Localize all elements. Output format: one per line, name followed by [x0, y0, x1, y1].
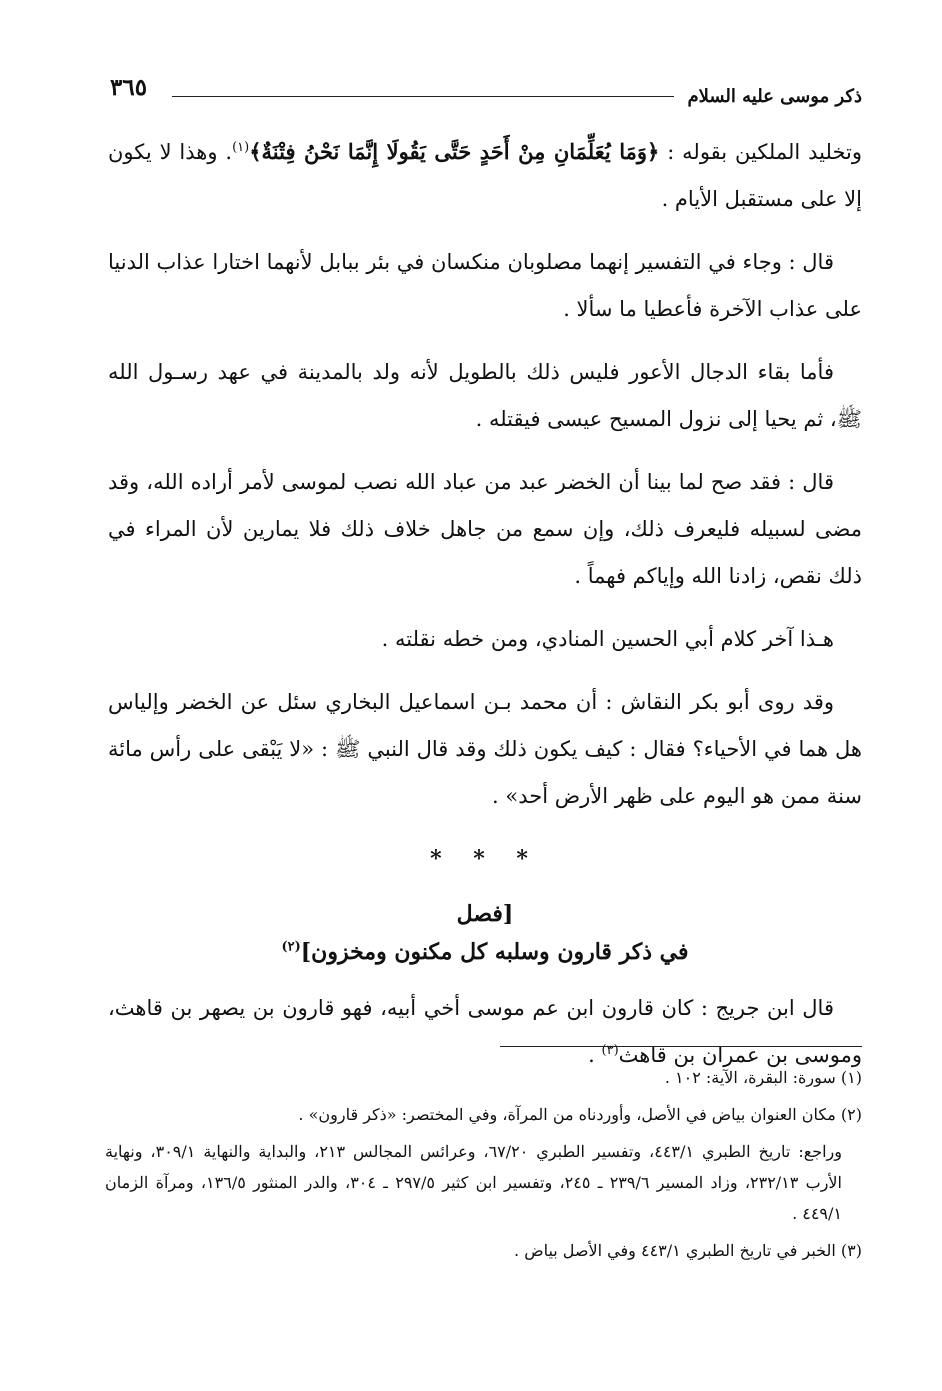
section-separator: * * *: [430, 846, 540, 872]
paragraph-1-end: . وهذا لا يكون إلا على مستقبل الأيام .: [108, 140, 862, 211]
paragraph-7-end: .: [588, 1043, 602, 1067]
running-title: ذكر موسى عليه السلام: [687, 86, 862, 107]
footnote-1: (١) سورة: البقرة، الآية: ١٠٢ .: [664, 1068, 862, 1087]
footnote-2: (٢) مكان العنوان بياض في الأصل، وأوردناه من المرآة، وفي المختصر: «ذكر قارون» .: [298, 1105, 862, 1124]
section-subheading: [108, 933, 862, 971]
section-heading: [فصل: [456, 901, 514, 927]
footnote-marker-2: (٢): [281, 939, 301, 955]
page-header: [110, 70, 862, 110]
footnote-marker-3: (٣): [601, 1043, 619, 1058]
paragraph-4: قال : فقد صح لما بينا أن الخضر عبد من عباد الله نصب لموسى لأمر أراده الله، وقد مضى لسبيله فليعرف ذلك، وإن سمع من جاهل خلاف ذلك فلا يمارين لأن المراء في ذلك نقص، زادنا الله وإياكم فهماً .: [108, 470, 862, 588]
paragraph-1-intro: وتخليد الملكين بقوله :: [659, 140, 862, 164]
footnote-2-continuation: وراجع: تاريخ الطبري ٤٤٣/١، وتفسير الطبري ٦٧/٢٠، وعرائس المجالس ٢١٣، والبداية والنهاية ٣٠٩/١، ونهاية الأرب ٢٣٢/١٣، وزاد المسير ٢٣٩/٦ ـ ٢٤٥، وتفسير ابن كثير ٢٩٧/٥ ـ ٣٠٤، والدر المنثور ١٣٦/٥، ومرآة الزمان ٤٤٩/١ .: [105, 1142, 843, 1223]
paragraph-6: وقد روى أبو بكر النقاش : أن محمد بـن اسماعيل البخاري سئل عن الخضر وإلياس هل هما في الأحياء؟ فقال : كيف يكون ذلك وقد قال النبي ﷺ : «لا يَبْقى على رأس مائة سنة ممن هو اليوم على ظهر الأرض أحد» .: [108, 690, 862, 808]
footnote-rule: [500, 1046, 862, 1047]
paragraph-5: هـذا آخر كلام أبي الحسين المنادي، ومن خطه نقلته .: [381, 627, 834, 651]
footnote-3: (٣) الخبر في تاريخ الطبري ٤٤٣/١ وفي الأصل بياض .: [514, 1241, 862, 1260]
paragraph-1: [108, 128, 862, 223]
header-rule: [172, 96, 674, 97]
paragraph-3: فأما بقاء الدجال الأعور فليس ذلك بالطويل لأنه ولد بالمدينة في عهد رسـول الله ﷺ، ثم يحيا إلى نزول المسيح عيسى فيقتله .: [108, 360, 862, 431]
main-text: [108, 128, 862, 1095]
paragraph-7-text: قال ابن جريج : كان قارون ابن عم موسى أخي أبيه، فهو قارون بن يصهر بن قاهث، وموسى بن عمران بن قاهث: [108, 996, 862, 1067]
paragraph-2: قال : وجاء في التفسير إنهما مصلوبان منكسان في بئر ببابل لأنهما اختارا عذاب الدنيا على عذاب الآخرة فأعطيا ما سألا .: [108, 250, 862, 321]
page-number: ٣٦٥: [110, 74, 148, 101]
quran-verse: ﴿وَمَا يُعَلِّمَانِ مِنْ أَحَدٍ حَتَّى يَقُولَا إِنَّمَا نَحْنُ فِتْنَةٌ﴾: [249, 139, 660, 164]
section-subheading-text: في ذكر قارون وسلبه كل مكنون ومخزون]: [300, 939, 689, 965]
footnotes: [105, 1062, 862, 1272]
footnote-marker-1: (١): [232, 140, 250, 155]
